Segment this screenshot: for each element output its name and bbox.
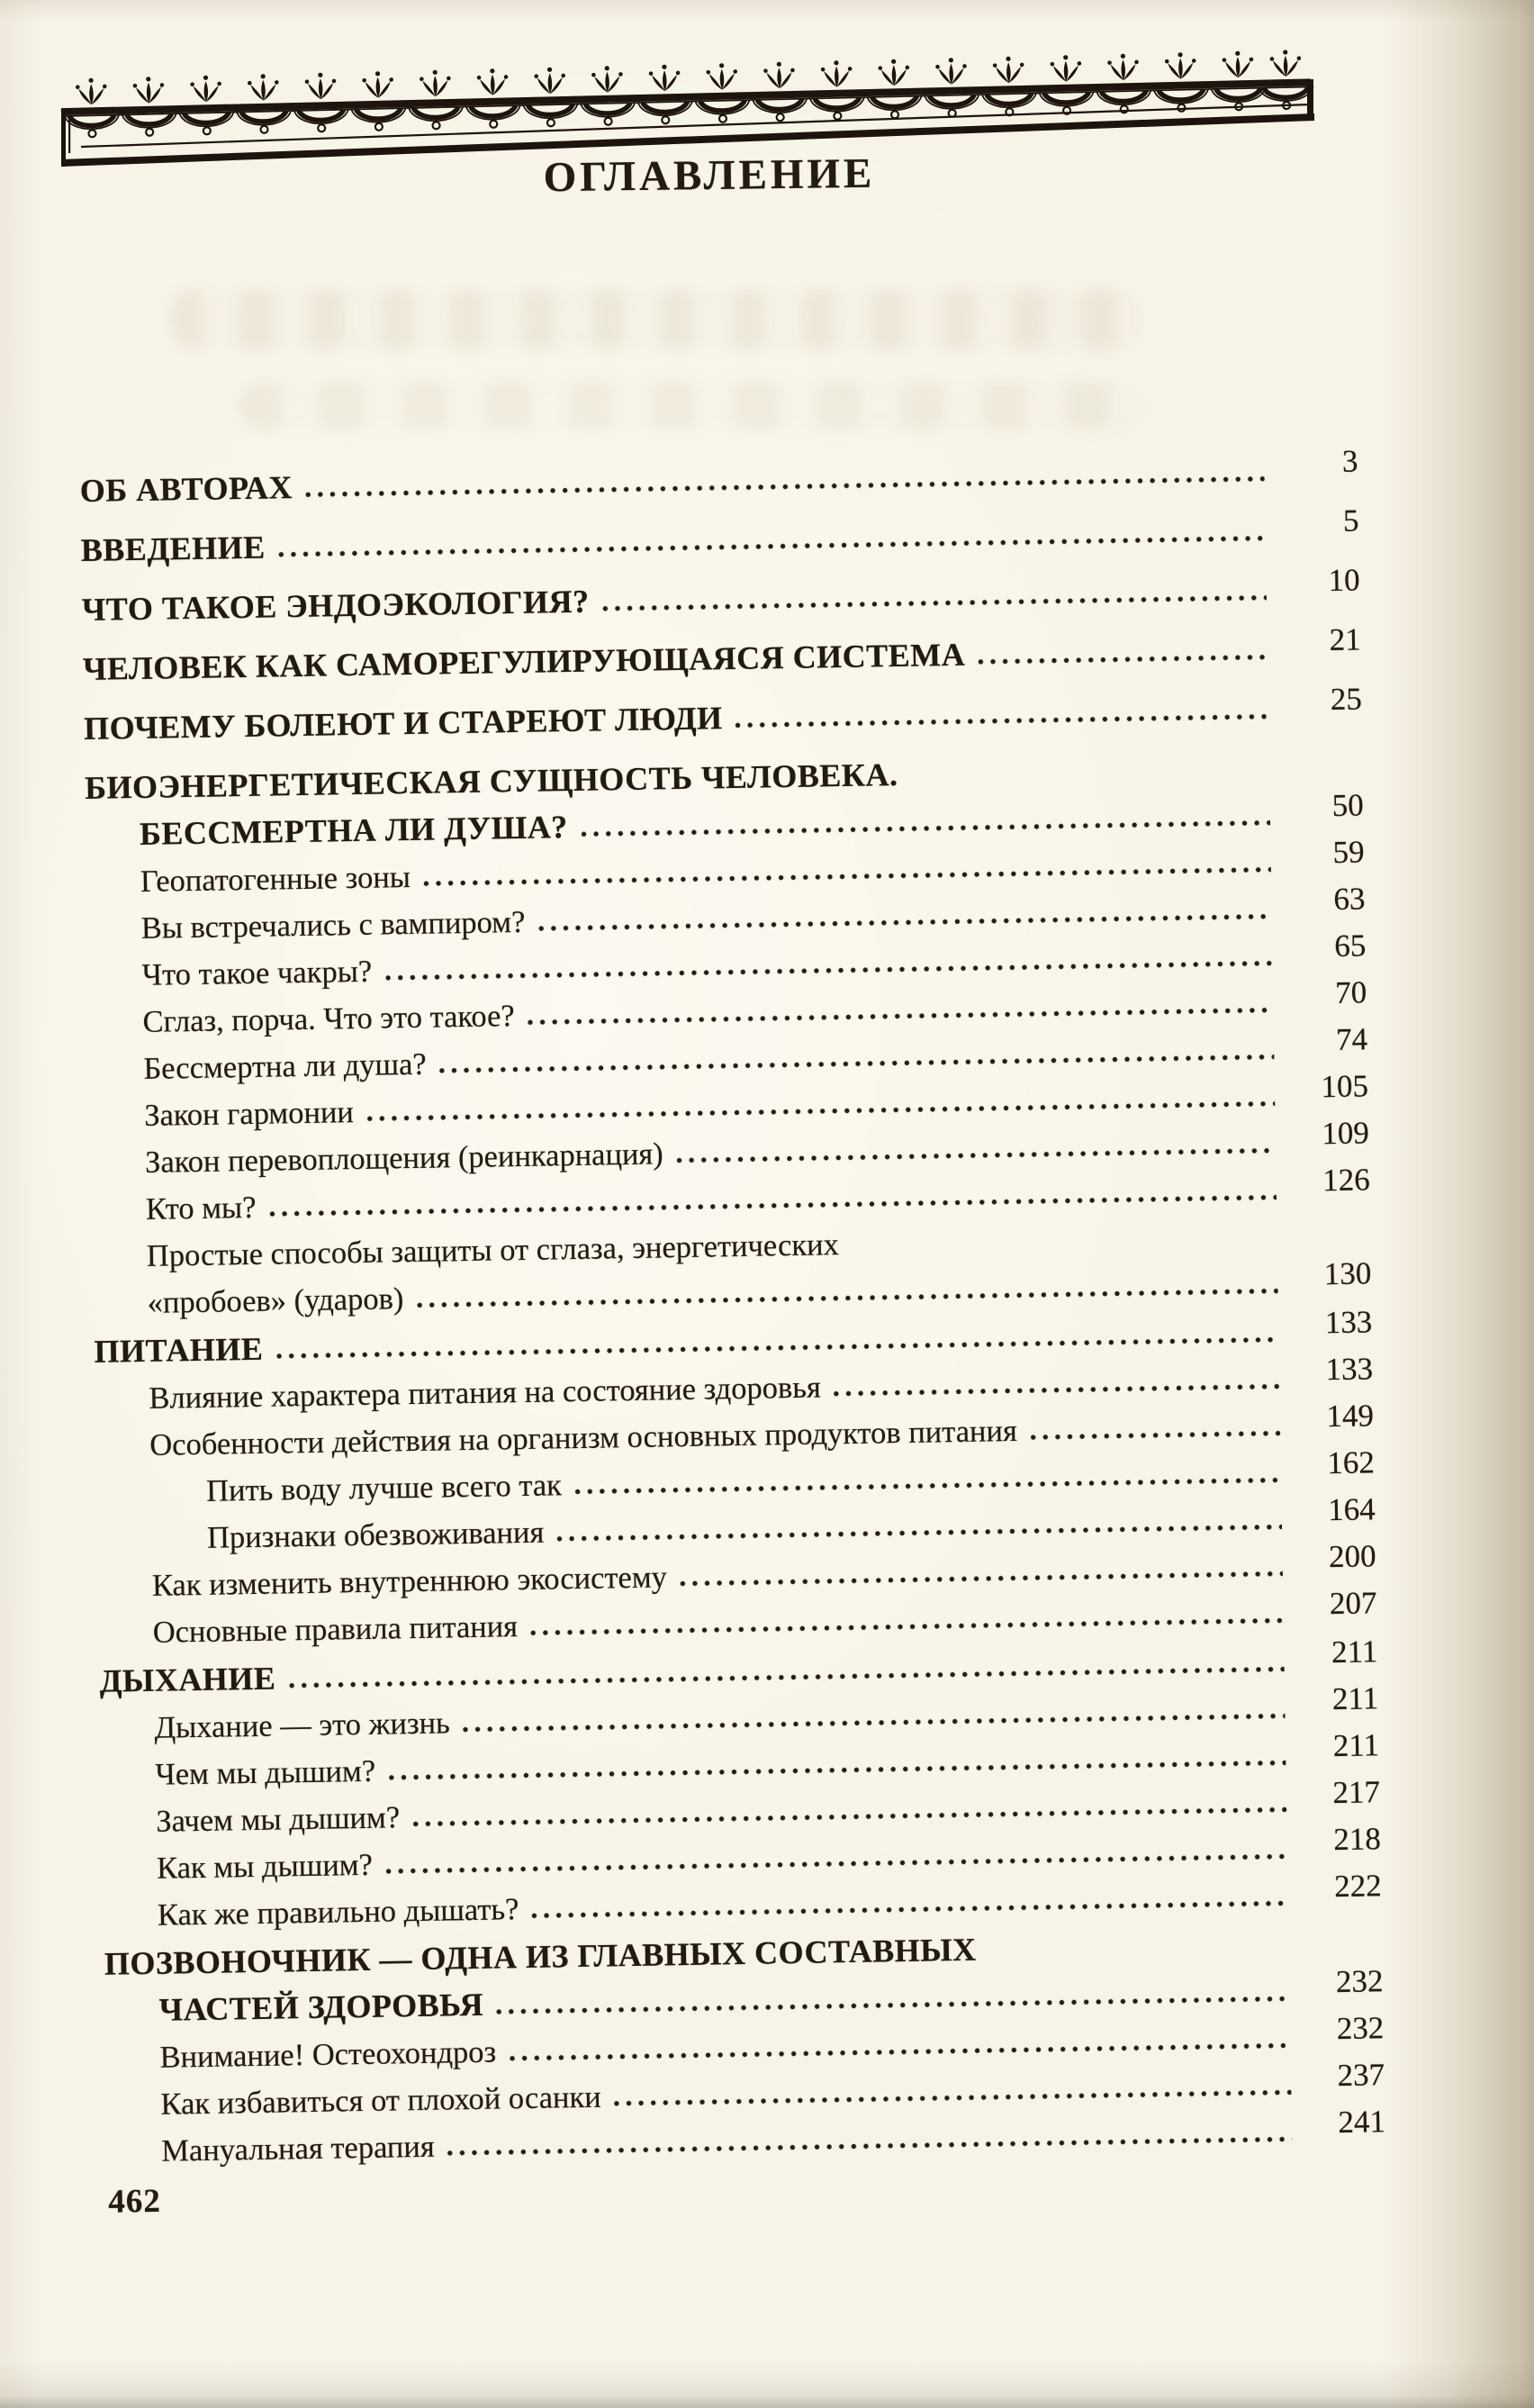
toc-entry-label: Как избавиться от плохой осанки (160, 2079, 601, 2122)
dot-leader (581, 819, 1270, 837)
dot-leader (676, 1147, 1276, 1163)
toc-entry-label: ПОЗВОНОЧНИК — ОДНА ИЗ ГЛАВНЫХ СОСТАВНЫХ (104, 1932, 977, 1983)
toc-entry-page-number: 222 (1333, 1868, 1382, 1905)
dot-leader (602, 594, 1267, 611)
toc-entry-label: Чем мы дышим? (155, 1753, 376, 1792)
toc-entry-label: Как мы дышим? (156, 1847, 374, 1886)
toc-entry-page-number: 149 (1326, 1398, 1375, 1435)
toc-entry-page-number: 217 (1332, 1774, 1381, 1811)
toc-entry-page-number: 130 (1323, 1255, 1372, 1292)
toc-entry-label: Закон гармонии (143, 1095, 355, 1133)
toc-entry-page-number: 5 (1342, 502, 1359, 539)
folio-page-number: 462 (107, 2182, 162, 2221)
toc-entry-label: БЕССМЕРТНА ЛИ ДУША? (139, 809, 569, 853)
toc-entry-label: Как изменить внутреннюю экосистему (151, 1560, 668, 1603)
toc-entry-label: Кто мы? (145, 1190, 257, 1227)
toc-entry-page-number: 3 (1341, 443, 1358, 479)
toc-entry-label: ЧТО ТАКОЕ ЭНДОЭКОЛОГИЯ? (81, 584, 590, 629)
toc-entry-label: ПИТАНИЕ (94, 1331, 264, 1371)
toc-entry-page-number: 237 (1337, 2057, 1385, 2094)
toc-entry-label: Особенности действия на организм основных продуктов питания (149, 1413, 1018, 1462)
toc-entry-label: Вы встречались с вампиром? (140, 904, 526, 946)
toc-entry-label: ЧЕЛОВЕК КАК САМОРЕГУЛИРУЮЩАЯСЯ СИСТЕМА (82, 637, 966, 688)
toc-entry-label: Зачем мы дышим? (155, 1800, 401, 1839)
toc-entry-label: Закон перевоплощения (реинкарнация) (144, 1136, 664, 1180)
toc-entry-label: ПОЧЕМУ БОЛЕЮТ И СТАРЕЮТ ЛЮДИ (83, 700, 723, 747)
toc-entry-page-number: 207 (1329, 1585, 1377, 1622)
toc-entry-page-number: 70 (1334, 974, 1367, 1010)
toc-entry-page-number: 65 (1333, 928, 1367, 964)
page-title: ОГЛАВЛЕНИЕ (543, 149, 876, 202)
toc-entry-page-number: 133 (1325, 1351, 1374, 1388)
ink-bleedthrough (239, 383, 1148, 430)
toc-entry-page-number: 63 (1333, 881, 1366, 917)
toc-entry-label: Как же правильно дышать? (157, 1892, 519, 1933)
toc-entry-page-number: 211 (1331, 1634, 1378, 1670)
toc-entry-page-number: 200 (1328, 1538, 1376, 1575)
toc-entry-label: БИОЭНЕРГЕТИЧЕСКАЯ СУЩНОСТЬ ЧЕЛОВЕКА. (84, 756, 898, 807)
toc-entry-label: Сглаз, порча. Что это такое? (142, 999, 515, 1039)
toc-entry-label: ЧАСТЕЙ ЗДОРОВЬЯ (158, 1987, 484, 2029)
dot-leader (735, 713, 1269, 729)
toc-entry-page-number: 50 (1331, 787, 1365, 823)
toc-entry-label: ОБ АВТОРАХ (79, 469, 293, 510)
toc-entry-page-number: 241 (1338, 2104, 1386, 2141)
toc-entry-label: Геопатогенные зоны (140, 860, 411, 899)
toc-entry-label: Влияние характера питания на состояние здоровья (149, 1370, 822, 1416)
dot-leader (978, 654, 1268, 665)
toc-entry-label: Мануальная терапия (161, 2129, 435, 2168)
toc-entry-page-number: 59 (1332, 834, 1365, 870)
toc-entry-page-number: 133 (1324, 1304, 1373, 1341)
toc-entry-page-number: 232 (1336, 2010, 1385, 2047)
toc-entry-page-number: 162 (1327, 1444, 1376, 1481)
toc-entry-page-number: 21 (1329, 621, 1361, 658)
dot-leader (834, 1383, 1280, 1397)
toc-entry-page-number: 218 (1332, 1821, 1382, 1858)
toc-entry-page-number: 232 (1335, 1963, 1384, 2000)
toc-entry-page-number: 10 (1328, 562, 1360, 599)
toc-entry-page-number: 109 (1321, 1115, 1370, 1152)
toc-entry-label: Пить воду лучше всего так (205, 1468, 563, 1508)
ink-bleedthrough (171, 290, 1143, 349)
dot-leader (447, 2136, 1293, 2157)
toc-entry-page-number: 105 (1321, 1068, 1369, 1105)
toc-entry-page-number: 211 (1332, 1727, 1380, 1764)
toc-entry-page-number: 164 (1327, 1491, 1376, 1528)
toc-entry-page-number: 74 (1335, 1021, 1368, 1057)
dot-leader (1030, 1430, 1280, 1441)
toc-entry-page-number: 25 (1330, 681, 1363, 717)
toc-entry-label: Основные правила питания (152, 1609, 519, 1650)
toc-entry-page-number: 211 (1331, 1680, 1379, 1717)
toc-entry-label: Внимание! Остеохондроз (159, 2034, 497, 2075)
table-of-contents (79, 429, 1386, 2221)
dot-leader (614, 2089, 1292, 2106)
toc-entry-page-number: 126 (1322, 1162, 1370, 1199)
toc-entry-label: ДЫХАНИЕ (99, 1660, 276, 1700)
toc-entry-label: Дыхание — это жизнь (154, 1706, 451, 1745)
toc-entry-label: Что такое чакры? (141, 954, 373, 992)
toc-entry-label: «пробоев» (ударов) (147, 1281, 404, 1320)
toc-entry-label: Простые способы защиты от сглаза, энергетических (146, 1227, 840, 1273)
dot-leader (680, 1571, 1283, 1587)
toc-entry-label: Бессмертна ли душа? (143, 1046, 427, 1086)
toc-entry-label: ВВЕДЕНИЕ (80, 529, 266, 569)
toc-entry-label: Признаки обезвоживания (206, 1515, 545, 1555)
